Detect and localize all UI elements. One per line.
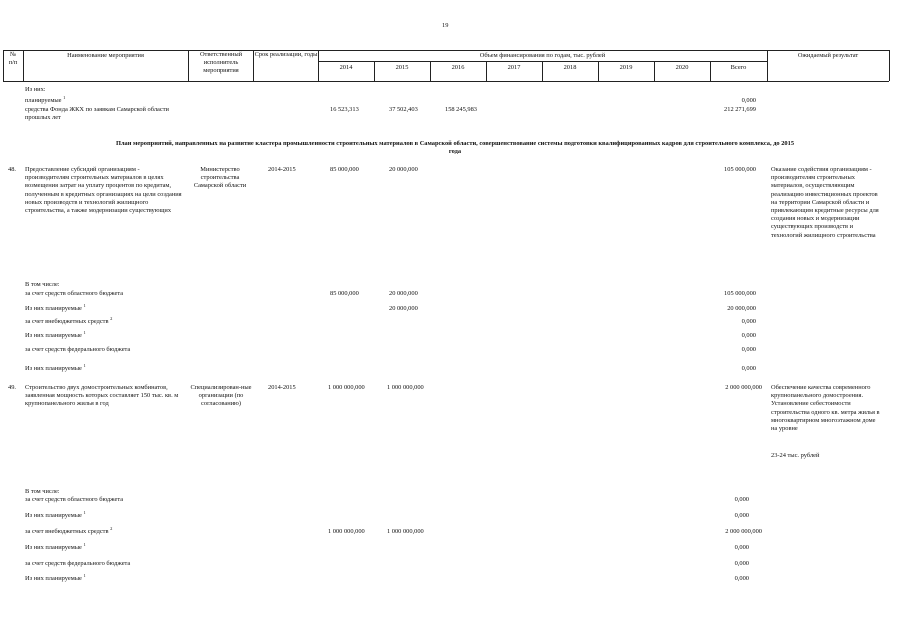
row-executor: Специализирован-ные организации (по согласованию) [190, 384, 252, 408]
row-result: Оказание содействия организациям - производителям строительных материалов, осуществляющим реализацию инвестиционных проектов на территории Самарской области и привлекающим кредитные ресурсы для создания новых и модернизации существующих производств и технологий жилищного строительства [771, 166, 879, 239]
subrow-total: 20 000,000 [727, 305, 756, 312]
row-2015: 20 000,000 [389, 166, 418, 173]
subrow-2015: 20 000,000 [389, 305, 418, 312]
subrow-total: 0,000 [741, 346, 756, 353]
subrow-total: 0,000 [734, 512, 749, 519]
subrow-2015: 20 000,000 [389, 290, 418, 297]
row-total: 105 000,000 [724, 166, 756, 173]
section-title: План мероприятий, направленных на развитие кластера промышленности строительных материалов в Самарской области, совершенствование системы подготовки квалифицированных кадров для строительного комплекса, до 2015 года [115, 140, 795, 156]
header-year: 2020 [675, 64, 689, 71]
header-executor: Ответственный исполнитель мероприятия [199, 51, 243, 75]
header-year: 2016 [451, 64, 465, 71]
header-total: Всего [730, 64, 747, 71]
row-number: 48. [8, 166, 16, 173]
header-funding: Объем финансирования по годам, тыс. рублей [479, 52, 606, 59]
header-year: 2015 [395, 64, 409, 71]
header-year: 2014 [339, 64, 353, 71]
subrow-label: Из них планируемые $^1$ [25, 541, 86, 551]
subrow-2014: 1 000 000,000 [328, 528, 365, 535]
row-2014: 85 000,000 [330, 166, 359, 173]
subrow-label: за счет средств федерального бюджета [25, 346, 131, 353]
subrow-label: за счет средств областного бюджета [25, 496, 124, 503]
row-result-last: 23-24 тыс. рублей [771, 452, 820, 459]
planned-label: планируемые $^1$ [25, 94, 66, 104]
page-number: 19 [442, 22, 449, 29]
row-name: Строительство двух домостроительных комбинатов, заявленная мощность которых составляет 150 тыс. кв. м крупнопанельного жилья в год [25, 384, 179, 408]
subrow-total: 0,000 [734, 496, 749, 503]
fund-2016: 158 245,983 [445, 106, 477, 113]
subrow-total: 0,000 [741, 332, 756, 339]
header-year: 2018 [563, 64, 577, 71]
fund-total: 212 271,699 [724, 106, 756, 113]
header-name: Наименование мероприятия [67, 52, 144, 59]
header-num: № п/п [8, 51, 18, 67]
row-2015: 1 000 000,000 [387, 384, 424, 391]
subrows-heading: В том числе: [25, 281, 60, 288]
subrow-total: 0,000 [734, 575, 749, 582]
fund-2014: 16 523,313 [330, 106, 359, 113]
subrow-2014: 85 000,000 [330, 290, 359, 297]
row-period: 2014-2015 [268, 384, 296, 391]
row-executor: Министерство строительства Самарской области [193, 166, 247, 190]
header-year: 2019 [619, 64, 633, 71]
subrow-label: Из них планируемые $^1$ [25, 329, 86, 339]
subrow-2015: 1 000 000,000 [387, 528, 424, 535]
subrow-label: за счет средств областного бюджета [25, 290, 124, 297]
subrow-total: 0,000 [734, 544, 749, 551]
subrow-total: 105 000,000 [724, 290, 756, 297]
of-them-label: Из них: [25, 86, 46, 93]
row-period: 2014-2015 [268, 166, 296, 173]
subrow-total: 0,000 [741, 365, 756, 372]
subrow-label: Из них планируемые $^1$ [25, 362, 86, 372]
subrow-label: Из них планируемые $^1$ [25, 572, 86, 582]
subrow-label: Из них планируемые $^1$ [25, 302, 86, 312]
row-2014: 1 000 000,000 [328, 384, 365, 391]
subrow-label: Из них планируемые $^1$ [25, 509, 86, 519]
planned-total: 0,000 [741, 97, 756, 104]
subrow-label: за счет внебюджетных средств $^2$ [25, 525, 113, 535]
subrow-total: 0,000 [741, 318, 756, 325]
row-total: 2 000 000,000 [725, 384, 762, 391]
subrow-total: 0,000 [734, 560, 749, 567]
row-result: Обеспечение качества современного крупнопанельного домостроения. Установление себестоимости строительства одного кв. метра жилья в многоквартирном многоэтажном доме на уровне [771, 384, 880, 433]
subrow-total: 2 000 000,000 [725, 528, 762, 535]
subrows-heading: В том числе: [25, 488, 60, 495]
header-result: Ожидаемый результат [797, 52, 859, 59]
row-number: 49. [8, 384, 16, 391]
row-name: Предоставление субсидий организациям - производителям строительных материалов в целях возмещения затрат на уплату процентов по кредитам, полученным в кредитных организациях на цели создания новых производств и технологий жилищного строительства, а также модернизации существующих [25, 166, 182, 215]
subrow-label: за счет средств федерального бюджета [25, 560, 131, 567]
fund-label: средства Фонда ЖКХ по заявкам Самарской области прошлых лет [25, 106, 169, 122]
header-period: Срок реализации, годы [254, 51, 318, 58]
header-year: 2017 [507, 64, 521, 71]
subrow-label: за счет внебюджетных средств $^2$ [25, 315, 113, 325]
fund-2015: 37 502,403 [389, 106, 418, 113]
